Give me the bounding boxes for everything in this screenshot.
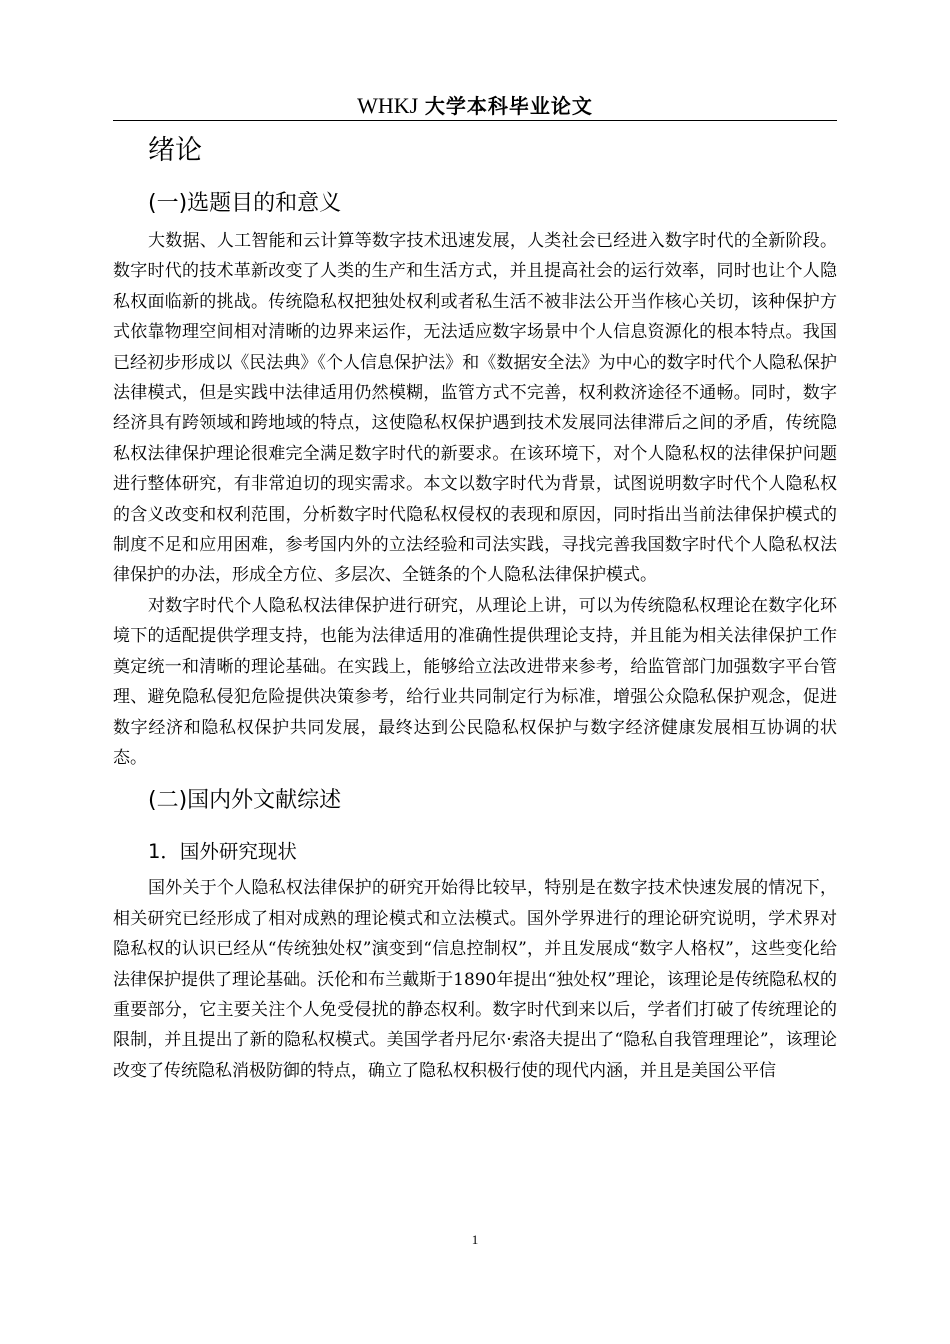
page-content — [113, 126, 837, 1086]
header-title: 大学本科毕业论文 — [424, 94, 593, 118]
paragraph: 对数字时代个人隐私权法律保护进行研究，从理论上讲，可以为传统隐私权理论在数字化环境下的适配提供学理支持，也能为法律适用的准确性提供理论支持，并且能为相关法律保护工作奠定统一和清晰的理论基础。在实践上，能够给立法改进带来参考，给监管部门加强数字平台管理、避免隐私侵犯危险提供决策参考，给行业共同制定行为标准，增强公众隐私保护观念，促进数字经济和隐私权保护共同发展，最终达到公民隐私权保护与数字经济健康发展相互协调的状态。 — [113, 595, 837, 768]
section-heading-1: (一)选题目的和意义 — [148, 191, 342, 216]
subsection-heading-1: 1．国外研究现状 — [148, 840, 297, 864]
paragraph: 国外关于个人隐私权法律保护的研究开始得比较早，特别是在数字技术快速发展的情况下，相关研究已经形成了相对成熟的理论模式和立法模式。国外学界进行的理论研究说明，学术界对隐私权的认识已经从“传统独处权”演变到“信息控制权”，并且发展成“数字人格权”，这些变化给法律保护提供了理论基础。沃伦和布兰戴斯于1890年提出“独处权”理论，该理论是传统隐私权的重要部分，它主要关注个人免受侵扰的静态权利。数字时代到来以后，学者们打破了传统理论的限制，并且提出了新的隐私权模式。美国学者丹尼尔·索洛夫提出了“隐私自我管理理论”，该理论改变了传统隐私消极防御的特点，确立了隐私权积极行使的现代内涵，并且是美国公平信 — [113, 878, 837, 1081]
page-number: 1 — [471, 1232, 479, 1247]
paragraph: 大数据、人工智能和云计算等数字技术迅速发展，人类社会已经进入数字时代的全新阶段。数字时代的技术革新改变了人类的生产和生活方式，并且提高社会的运行效率，同时也让个人隐私权面临新的挑战。传统隐私权把独处权利或者私生活不被非法公开当作核心关切，该种保护方式依靠物理空间相对清晰的边界来运作，无法适应数字场景中个人信息资源化的根本特点。我国已经初步形成以《民法典》《个人信息保护法》和《数据安全法》为中心的数字时代个人隐私保护法律模式，但是实践中法律适用仍然模糊，监管方式不完善，权利救济途径不通畅。同时，数字经济具有跨领域和跨地域的特点，这使隐私权保护遇到技术发展同法律滞后之间的矛盾，传统隐私权法律保护理论很难完全满足数字时代的新要求。在该环境下，对个人隐私权的法律保护问题进行整体研究，有非常迫切的现实需求。本文以数字时代为背景，试图说明数字时代个人隐私权的含义改变和权利范围，分析数字时代隐私权侵权的表现和原因，同时指出当前法律保护模式的制度不足和应用困难，参考国内外的立法经验和司法实践，寻找完善我国数字时代个人隐私权法律保护的办法，形成全方位、多层次、全链条的个人隐私法律保护模式。 — [113, 231, 837, 586]
chapter-title: 绪论 — [148, 135, 202, 166]
page-header — [113, 92, 837, 121]
section-heading-2: (二)国内外文献综述 — [148, 788, 342, 814]
header-latin: WHKJ — [357, 93, 419, 118]
